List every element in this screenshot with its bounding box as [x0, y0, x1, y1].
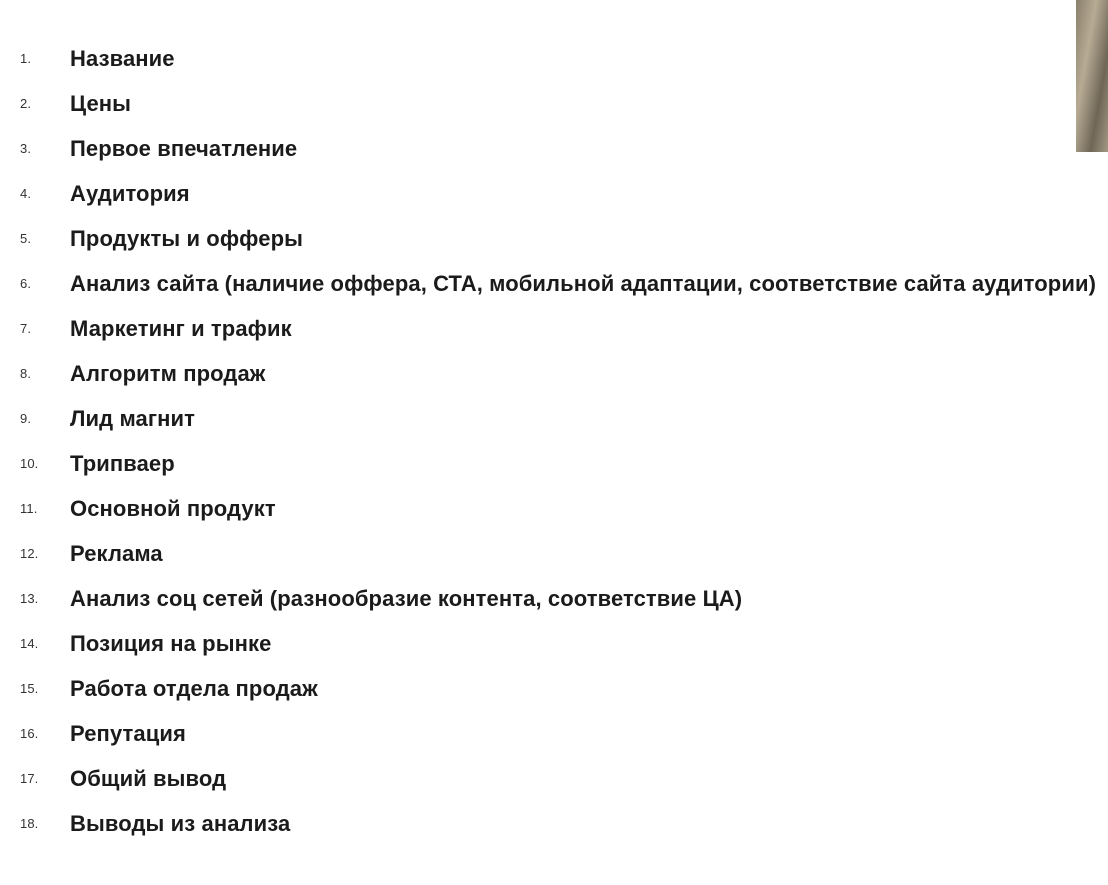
item-text: Трипваер — [70, 451, 175, 476]
list-item — [0, 36, 1100, 81]
list-item — [0, 81, 1100, 126]
item-number: 4. — [20, 186, 32, 201]
item-number: 7. — [20, 321, 32, 336]
item-text: Первое впечатление — [70, 136, 298, 161]
item-number: 3. — [20, 141, 32, 156]
item-text: Реклама — [70, 541, 163, 566]
list-item — [0, 441, 1100, 486]
list-item — [0, 666, 1100, 711]
list-item — [0, 486, 1100, 531]
item-text: Анализ соц сетей (разнообразие контента, соответствие ЦА) — [70, 586, 743, 611]
item-text: Общий вывод — [70, 766, 227, 791]
item-number: 15. — [20, 681, 39, 696]
item-number: 18. — [20, 816, 39, 831]
item-text: Продукты и офферы — [70, 226, 304, 251]
item-text: Аудитория — [70, 181, 190, 206]
item-number: 16. — [20, 726, 39, 741]
item-number: 8. — [20, 366, 32, 381]
item-number: 14. — [20, 636, 39, 651]
list-item — [0, 396, 1100, 441]
item-text: Основной продукт — [70, 496, 276, 521]
list-item — [0, 306, 1100, 351]
item-number: 6. — [20, 276, 32, 291]
item-number: 9. — [20, 411, 32, 426]
list-item — [0, 261, 1100, 306]
item-number: 12. — [20, 546, 39, 561]
list-item — [0, 576, 1100, 621]
item-number: 10. — [20, 456, 39, 471]
list-item — [0, 531, 1100, 576]
item-text: Цены — [70, 91, 132, 116]
list-item — [0, 711, 1100, 756]
item-number: 1. — [20, 51, 32, 66]
item-number: 2. — [20, 96, 32, 111]
item-text: Анализ сайта (наличие оффера, СТА, мобильной адаптации, соответствие сайта аудитории) — [70, 271, 1096, 296]
item-text: Алгоритм продаж — [70, 361, 266, 386]
item-text: Позиция на рынке — [70, 631, 272, 656]
item-number: 13. — [20, 591, 39, 606]
item-number: 11. — [20, 501, 38, 516]
item-text: Работа отдела продаж — [70, 676, 318, 701]
item-text: Лид магнит — [70, 406, 196, 431]
list-item — [0, 171, 1100, 216]
list-item — [0, 351, 1100, 396]
item-number: 5. — [20, 231, 32, 246]
list-item — [0, 216, 1100, 261]
list-item — [0, 801, 1100, 846]
list-item — [0, 126, 1100, 171]
list-item — [0, 621, 1100, 666]
analysis-outline-list — [0, 36, 1100, 846]
item-number: 17. — [20, 771, 39, 786]
item-text: Название — [70, 46, 175, 71]
list-item — [0, 756, 1100, 801]
item-text: Репутация — [70, 721, 186, 746]
item-text: Маркетинг и трафик — [70, 316, 292, 341]
item-text: Выводы из анализа — [70, 811, 291, 836]
